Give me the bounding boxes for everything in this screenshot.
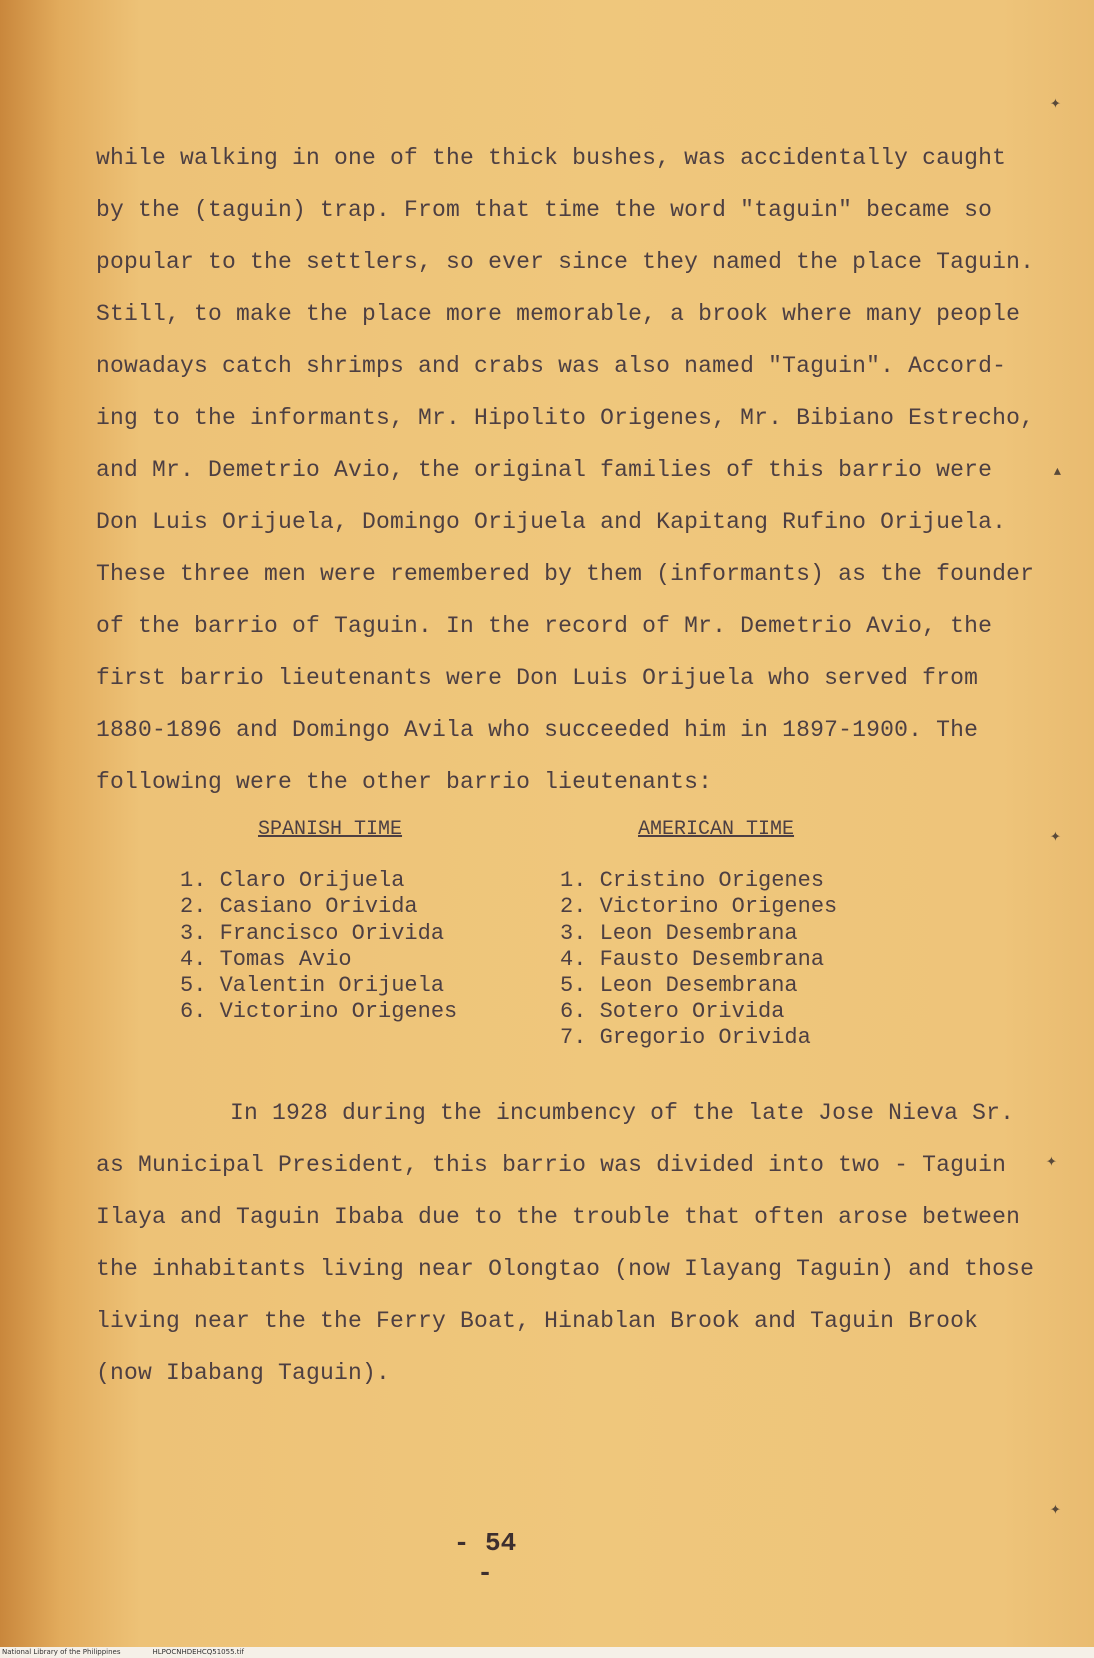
american-time-heading: AMERICAN TIME: [638, 818, 795, 841]
text-line: ing to the informants, Mr. Hipolito Origenes, Mr. Bibiano Estrecho,: [96, 405, 1035, 431]
list-item: 7. Gregorio Orivida: [560, 1025, 811, 1050]
spanish-time-heading: SPANISH TIME: [258, 818, 403, 841]
page-number: - 54 -: [453, 1528, 517, 1588]
margin-mark-icon: ✦: [1046, 1152, 1057, 1172]
margin-mark-icon: ✦: [1050, 1500, 1061, 1520]
list-item: 2. Casiano Orivida: [180, 894, 418, 919]
text-line: 1880-1896 and Domingo Avila who succeeded him in 1897-1900. The: [96, 717, 979, 743]
text-line: while walking in one of the thick bushes, was accidentally caught: [96, 145, 1007, 171]
text-line: (now Ibabang Taguin).: [96, 1360, 391, 1386]
margin-mark-icon: ▴: [1052, 462, 1063, 482]
text-line: the inhabitants living near Olongtao (now Ilayang Taguin) and those: [96, 1256, 1035, 1282]
list-item: 3. Leon Desembrana: [560, 921, 798, 946]
text-line: as Municipal President, this barrio was divided into two - Taguin: [96, 1152, 1007, 1178]
list-item: 2. Victorino Origenes: [560, 894, 838, 919]
text-line: Still, to make the place more memorable, a brook where many people: [96, 301, 1021, 327]
list-item: 5. Valentin Orijuela: [180, 973, 445, 998]
text-line: Don Luis Orijuela, Domingo Orijuela and Kapitang Rufino Orijuela.: [96, 509, 1007, 535]
text-line: by the (taguin) trap. From that time the word "taguin" became so: [96, 197, 993, 223]
list-item: 6. Sotero Orivida: [560, 999, 785, 1024]
list-item: 4. Fausto Desembrana: [560, 947, 825, 972]
list-item: 3. Francisco Orivida: [180, 921, 445, 946]
list-item: 5. Leon Desembrana: [560, 973, 798, 998]
text-line: first barrio lieutenants were Don Luis Orijuela who served from: [96, 665, 979, 691]
footer-library: National Library of the Philippines: [2, 1648, 121, 1656]
margin-mark-icon: ✦: [1050, 827, 1061, 847]
text-line: These three men were remembered by them (informants) as the founder: [96, 561, 1035, 587]
text-line: following were the other barrio lieutenants:: [96, 769, 713, 795]
text-line: nowadays catch shrimps and crabs was also named "Taguin". Accord-: [96, 353, 1007, 379]
margin-mark-icon: ✦: [1050, 94, 1061, 114]
list-item: 1. Claro Orijuela: [180, 868, 405, 893]
text-line: and Mr. Demetrio Avio, the original families of this barrio were: [96, 457, 993, 483]
text-line: In 1928 during the incumbency of the late Jose Nieva Sr.: [230, 1100, 1015, 1126]
list-item: 6. Victorino Origenes: [180, 999, 458, 1024]
list-item: 1. Cristino Origenes: [560, 868, 825, 893]
text-line: living near the the Ferry Boat, Hinablan Brook and Taguin Brook: [96, 1308, 979, 1334]
footer-file: HLPOCNHDEHCQ51055.tif: [152, 1648, 244, 1656]
text-line: popular to the settlers, so ever since they named the place Taguin.: [96, 249, 1035, 275]
list-item: 4. Tomas Avio: [180, 947, 352, 972]
text-line: of the barrio of Taguin. In the record of Mr. Demetrio Avio, the: [96, 613, 993, 639]
scan-footer: [0, 1647, 1094, 1658]
text-line: Ilaya and Taguin Ibaba due to the trouble that often arose between: [96, 1204, 1021, 1230]
